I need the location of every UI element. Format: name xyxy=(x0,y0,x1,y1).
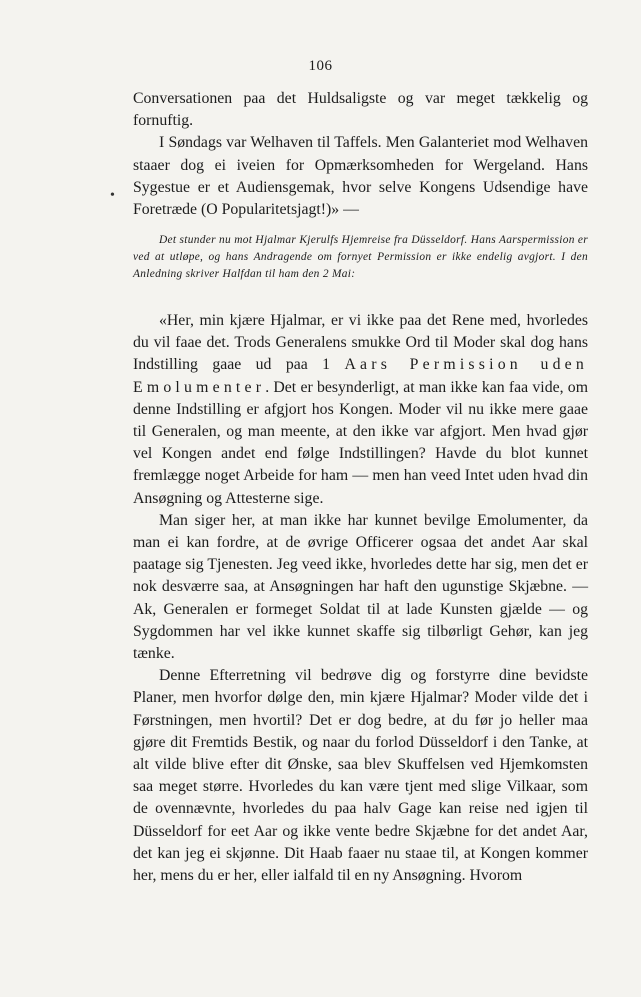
editorial-note: Det stunder nu mot Hjalmar Kjerulfs Hjemreise fra Düsseldorf. Hans Aarspermission er ved at utløpe, og hans Andragende om fornyet Permission er ikke endelig avgjort. I den Anledning skriver Halfdan til ham den 2 Mai: xyxy=(133,234,588,280)
letter-paragraph-3: Denne Efterretning vil bedrøve dig og forstyrre dine bevidste Planer, men hvorfor dølge den, min kjære Hjalmar? Moder vilde det i Førstningen, men hvortil? Det er dog bedre, at du før jo heller maa gjøre dit Fremtids Bestik, og naar du forlod Düsseldorf i den Tanke, at alt vilde blive efter dit Ønske, saa blev Skuffelsen ved Hjemkomsten saa meget større. Hvorledes du kan være tjent med slige Vilkaar, som de ovennævnte, hvorledes du paa halv Gage kan reise ned igjen til Düsseldorf for eet Aar og ikke vente bedre Skjæbne for det andet Aar, det kan jeg ei skjønne. Dit Haab faaer nu staae til, at Kongen kommer her, mens du er her, eller ialfald til en ny Ansøgning. Hvorom xyxy=(133,667,588,885)
page-number: 106 xyxy=(308,58,333,74)
letter-section xyxy=(133,310,588,887)
letter-p1-text-a: «Her, min kjære Hjalmar, er vi ikke paa det Rene med, hvorledes du vil faae det. Trods Generalens smukke Ord til Moder skal dog hans Indstilling gaae ud paa 1 xyxy=(133,312,588,374)
intro-section xyxy=(133,88,588,221)
letter-p1-spaced-emphasis: Aars Permission uden Emolumenter xyxy=(133,356,588,396)
letter-paragraph-2: Man siger her, at man ikke har kunnet bevilge Emolumenter, da man ei kan fordre, at de øvrige Officerer ogsaa det andet Aar skal paatage sig Tjenesten. Jeg veed ikke, hvorledes dette har sig, men det er nok desværre saa, at Ansøgningen har haft den ugunstige Skjæbne. — Ak, Generalen er formeget Soldat til at lade Kunsten gjælde — og Sygdommen har vel ikke kunnet skaffe sig tilbørligt Gehør, kan jeg tænke. xyxy=(133,511,588,663)
margin-mark: • xyxy=(110,188,115,203)
letter-paragraph-1 xyxy=(133,310,588,510)
intro-paragraph-1: Conversationen paa det Huldsaligste og var meget tækkelig og fornuftig. xyxy=(133,90,588,130)
letter-p1-text-b: . Det er besynderligt, at man ikke kan faa vide, om denne Indstilling er afgjort hos Kongen. Moder vil nu ikke mere gaae til Generalen, og man meente, at den ikke var afgjort. Men hvad gjør vel Kongen andet end følge Indstillingen? Havde du blot kunnet fremlægge noget Arbeide for ham — men han veed Intet uden hvad din Ansøgning og Attesterne sige. xyxy=(133,378,588,507)
intro-paragraph-2: I Søndags var Welhaven til Taffels. Men Galanteriet mod Welhaven staaer dog ei iveien for Opmærksomheden for Wergeland. Hans Sygestue er et Audiensgemak, hvor selve Kongens Udsendige have Foretræde (O Popularitetsjagt!)» — xyxy=(133,134,588,219)
